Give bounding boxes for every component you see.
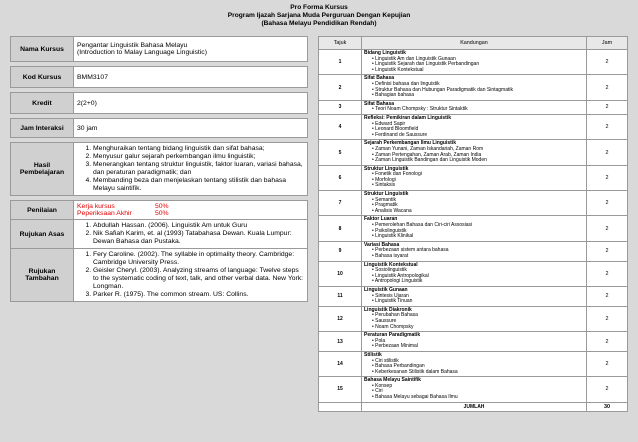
subtopic-list	[364, 359, 584, 376]
reference-item: 1. Abdullah Hassan. (2006). Linguistik Am untuk Guru	[93, 222, 304, 230]
topic-title: Struktur Linguistik	[364, 165, 409, 172]
total-label: JUMLAH	[362, 402, 587, 411]
schedule-table	[318, 36, 628, 412]
subtopic-item: • Linguistik Antropologikal	[372, 274, 584, 280]
interaction-hours-label: Jam Interaksi	[11, 119, 74, 138]
subtopic-list	[364, 198, 584, 215]
subtopic-item: • Sintesis Ujaran	[372, 294, 584, 300]
topic-number: 15	[319, 377, 362, 402]
topic-title: Linguistik Diakronik	[364, 306, 412, 313]
topic-number: 8	[319, 216, 362, 241]
schedule-row	[319, 306, 628, 331]
total-hours: 30	[587, 402, 628, 411]
topic-hours: 2	[587, 75, 628, 100]
topic-title: Struktur Linguistik	[364, 191, 409, 198]
subtopic-item: • Ciri stilistik	[372, 359, 584, 365]
subtopic-list	[364, 57, 584, 74]
topic-hours: 2	[587, 140, 628, 165]
course-name-label: Nama Kursus	[11, 37, 74, 62]
subtopic-item: • Pragmatik	[372, 203, 584, 209]
topic-number: 2	[319, 75, 362, 100]
assessment-row	[11, 201, 308, 220]
column-header-content: Kandungan	[362, 37, 587, 50]
topic-number: 4	[319, 114, 362, 139]
subtopic-list	[364, 248, 584, 259]
schedule-row	[319, 216, 628, 241]
assessment-item	[77, 203, 304, 210]
topic-title: Linguistik Kontekstual	[364, 261, 418, 268]
learning-outcomes-row	[11, 143, 308, 196]
schedule-row	[319, 286, 628, 306]
learning-outcome-item: 4. Membanding beza dan menjelaskan tentang stilistik dan bahasa Melayu saintifik.	[93, 177, 304, 193]
topic-hours: 2	[587, 191, 628, 216]
topic-number: 9	[319, 241, 362, 261]
subtopic-item: • Ferdinand de Saussure	[372, 133, 584, 139]
subtopic-item: • Linguistik Klinikal	[372, 234, 584, 240]
schedule-header-row	[319, 37, 628, 50]
subtopic-item: • Edward Sapir	[372, 122, 584, 128]
subtopic-list	[364, 82, 584, 99]
subtopic-item: • Sintaksis	[372, 183, 584, 189]
schedule-row	[319, 100, 628, 114]
topic-title: Stilistik	[364, 351, 382, 358]
topic-hours: 2	[587, 241, 628, 261]
header-subprogram: (Bahasa Melayu Pendidikan Rendah)	[261, 20, 377, 27]
schedule-row	[319, 140, 628, 165]
schedule-row	[319, 75, 628, 100]
learning-outcome-item: 2. Menyusur galur sejarah perkembangan ilmu linguistik;	[93, 153, 304, 161]
topic-number: 5	[319, 140, 362, 165]
subtopic-item: • Linguistik Sejarah dan Linguistik Perbandingan	[372, 62, 584, 68]
schedule-row	[319, 241, 628, 261]
topic-hours: 2	[587, 377, 628, 402]
interaction-hours-row	[11, 119, 308, 138]
subtopic-list	[364, 313, 584, 330]
topic-content	[362, 100, 587, 114]
topic-hours: 2	[587, 165, 628, 190]
learning-outcomes-cell	[74, 143, 308, 196]
additional-references-row	[11, 249, 308, 302]
topic-content	[362, 306, 587, 331]
subtopic-item: • Antropologi Linguistik	[372, 279, 584, 285]
reference-item: 2. Nik Safiah Karim, et. al (1993) Tatabahasa Dewan. Kuala Lumpur: Dewan Bahasa dan Pustaka.	[93, 230, 304, 246]
topic-hours: 2	[587, 351, 628, 376]
topic-content	[362, 165, 587, 190]
course-name-row	[11, 37, 308, 62]
subtopic-item: • Fonetik dan Fonologi	[372, 172, 584, 178]
topic-title: Variasi Bahasa	[364, 241, 400, 248]
assessment-label: Penilaian	[11, 201, 74, 220]
assessment-weight: 50%	[155, 210, 169, 217]
topic-content	[362, 332, 587, 352]
subtopic-list	[364, 268, 584, 285]
course-name-english: (Introduction to Malay Language Linguistic)	[77, 49, 207, 56]
topic-hours: 2	[587, 114, 628, 139]
topic-content	[362, 75, 587, 100]
assessment-name: Kerja kursus	[77, 203, 115, 210]
credit-row	[11, 93, 308, 114]
topic-content	[362, 241, 587, 261]
subtopic-item: • Bahagian bahasa	[372, 93, 584, 99]
main-references-cell	[74, 220, 308, 249]
additional-references-list	[77, 251, 304, 299]
interaction-hours-value: 30 jam	[74, 119, 308, 138]
learning-outcomes-list	[77, 145, 304, 193]
topic-content	[362, 216, 587, 241]
assessment-name: Peperiksaan Akhir	[77, 210, 132, 217]
subtopic-list	[364, 294, 584, 305]
subtopic-item: • Linguistik Am dan Linguistik Gunaan	[372, 57, 584, 63]
reference-item: 2. Geisler Cheryl. (2003). Analyzing streams of language: Twelve steps to the systematic coding of text, talk, and other verbal data. New York: Longman.	[93, 267, 304, 291]
topic-content	[362, 191, 587, 216]
credit-value: 2(2+0)	[74, 93, 308, 114]
topic-hours: 2	[587, 261, 628, 286]
subtopic-item: • Analisis Wacana	[372, 209, 584, 215]
topic-hours: 2	[587, 286, 628, 306]
document-header	[0, 4, 638, 28]
subtopic-item: • Zaman Linguistik Bandingan dan Linguistik Moden	[372, 158, 584, 164]
topic-hours: 2	[587, 216, 628, 241]
column-header-hours: Jam	[587, 37, 628, 50]
assessment-item	[77, 210, 304, 217]
subtopic-item: • Bahasa Melayu sebagai Bahasa Ilmu	[372, 395, 584, 401]
subtopic-item: • Morfologi	[372, 178, 584, 184]
subtopic-list	[364, 147, 584, 164]
subtopic-item: • Konsep	[372, 384, 584, 390]
topic-number: 13	[319, 332, 362, 352]
main-references-list	[77, 222, 304, 246]
schedule-row	[319, 165, 628, 190]
course-name-cell	[74, 37, 308, 62]
topic-number: 7	[319, 191, 362, 216]
column-header-topic: Tajuk	[319, 37, 362, 50]
topic-hours: 2	[587, 306, 628, 331]
course-code-label: Kod Kursus	[11, 67, 74, 88]
subtopic-item: • Pemerolehan Bahasa dan Ciri-ciri Assosiasi	[372, 223, 584, 229]
subtopic-list	[364, 107, 584, 113]
schedule-row	[319, 377, 628, 402]
topic-title: Faktor Luaran	[364, 216, 398, 223]
subtopic-item: • Perbezaan Minimal	[372, 344, 584, 350]
topic-number: 12	[319, 306, 362, 331]
subtopic-item: • Semantik	[372, 198, 584, 204]
topic-content	[362, 261, 587, 286]
topic-title: Peraturan Paradigmatik	[364, 332, 421, 339]
topic-content	[362, 351, 587, 376]
subtopic-item: • Zaman Yunani, Zaman Iskandariah, Zaman Rom	[372, 147, 584, 153]
topic-content	[362, 140, 587, 165]
topic-title: Sifat Bahasa	[364, 75, 395, 82]
topic-number: 6	[319, 165, 362, 190]
subtopic-list	[364, 384, 584, 401]
subtopic-item: • Teori Noam Chompsky : Struktur Sintaktik	[372, 107, 584, 113]
assessment-cell	[74, 201, 308, 220]
topic-title: Sifat Bahasa	[364, 100, 395, 107]
subtopic-item: • Linguistik Kontekstual	[372, 68, 584, 74]
main-references-row	[11, 220, 308, 249]
header-title: Pro Forma Kursus	[290, 4, 348, 11]
subtopic-item: • Noam Chompsky	[372, 325, 584, 331]
header-program: Program Ijazah Sarjana Muda Perguruan Dengan Kepujian	[227, 12, 411, 19]
topic-hours: 2	[587, 100, 628, 114]
topic-content	[362, 114, 587, 139]
topic-number: 14	[319, 351, 362, 376]
topic-content	[362, 377, 587, 402]
assessment-weight: 50%	[155, 203, 169, 210]
schedule-row	[319, 261, 628, 286]
total-empty-cell	[319, 402, 362, 411]
topic-title: Bahasa Melayu Saintifik	[364, 377, 421, 384]
topic-title: Refleksi: Pemikiran dalam Linguistik	[364, 114, 451, 121]
subtopic-item: • Ciri	[372, 389, 584, 395]
subtopic-item: • Perbezaan sistem antara bahasa	[372, 248, 584, 254]
learning-outcome-item: 3. Menerangkan tentang struktur linguistik, faktor luaran, variasi bahasa, dan peraturan paradigmatik; dan	[93, 161, 304, 177]
subtopic-list	[364, 172, 584, 189]
topic-content	[362, 50, 587, 75]
subtopic-list	[364, 122, 584, 139]
reference-item: 1. Fery Caroline. (2002). The syllable in optimality theory. Cambridge: Cambridge University Press.	[93, 251, 304, 267]
subtopic-item: • Bahasa Perbandingan	[372, 364, 584, 370]
course-code-row	[11, 67, 308, 88]
total-row	[319, 402, 628, 411]
learning-outcomes-label: Hasil Pembelajaran	[11, 143, 74, 196]
topic-title: Bidang Linguistik	[364, 50, 406, 56]
topic-content	[362, 286, 587, 306]
topic-hours: 2	[587, 50, 628, 75]
course-info-table	[10, 36, 308, 302]
additional-references-label: Rujukan Tambahan	[11, 249, 74, 302]
subtopic-item: • Perubahan Bahasa	[372, 313, 584, 319]
credit-label: Kredit	[11, 93, 74, 114]
subtopic-item: • Bahasa isyarat	[372, 254, 584, 260]
subtopic-item: • Saussure	[372, 319, 584, 325]
additional-references-cell	[74, 249, 308, 302]
subtopic-item: • Keberkesanan Stilistik dalam Bahasa	[372, 370, 584, 376]
subtopic-item: • Zaman Pertengahan, Zaman Arab, Zaman India	[372, 153, 584, 159]
subtopic-list	[364, 339, 584, 350]
subtopic-item: • Pola	[372, 339, 584, 345]
topic-number: 11	[319, 286, 362, 306]
schedule-row	[319, 351, 628, 376]
topic-title: Linguistik Gunaan	[364, 286, 408, 293]
subtopic-list	[364, 223, 584, 240]
subtopic-item: • Definisi bahasa dan linguistik	[372, 82, 584, 88]
course-name-value: Pengantar Linguistik Bahasa Melayu	[77, 42, 188, 49]
topic-hours: 2	[587, 332, 628, 352]
subtopic-item: • Linguistik Tinuan	[372, 299, 584, 305]
topic-number: 3	[319, 100, 362, 114]
topic-title: Sejarah Perkembangan Ilmu Linguistik	[364, 140, 456, 147]
schedule-row	[319, 114, 628, 139]
schedule-row	[319, 50, 628, 75]
course-code-value: BMM3107	[74, 67, 308, 88]
topic-number: 10	[319, 261, 362, 286]
schedule-row	[319, 332, 628, 352]
subtopic-item: • Leonard Bloomfield	[372, 127, 584, 133]
subtopic-item: • Struktur Bahasa dan Hubungan Paradigmatik dan Sintagmatik	[372, 88, 584, 94]
subtopic-item: • Psikolinguistik	[372, 229, 584, 235]
schedule-row	[319, 191, 628, 216]
learning-outcome-item: 1. Menghuraikan tentang bidang linguistik dan sifat bahasa;	[93, 145, 304, 153]
main-references-label: Rujukan Asas	[11, 220, 74, 249]
subtopic-item: • Sosiolinguistik	[372, 268, 584, 274]
reference-item: 3. Parker R. (1975). The common stream. US: Collins.	[93, 291, 304, 299]
topic-number: 1	[319, 50, 362, 75]
